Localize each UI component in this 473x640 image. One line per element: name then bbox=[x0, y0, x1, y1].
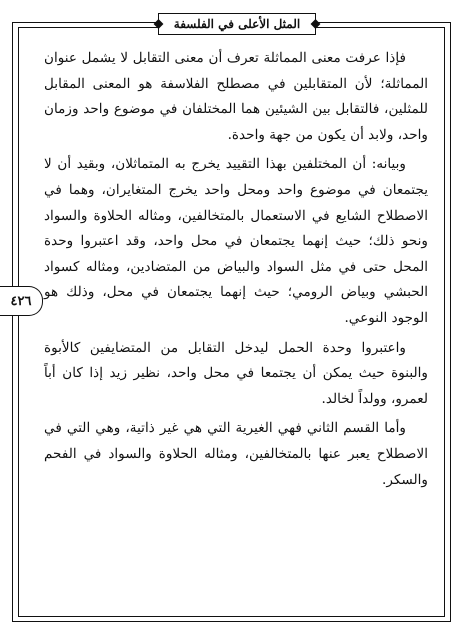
running-header bbox=[158, 13, 316, 35]
paragraph-2: وبيانه: أن المختلفين بهذا التقييد يخرج به المتماثلان، وبقيد أن لا يجتمعان في موضوع واحد ومحل واحد يخرج المتغايران، وهما في الاصطلاح الشايع في الاستعمال بالمتخالفين، ومثاله الحلاوة والسواد ونحو ذلك؛ حيث إنهما يجتمعان في محل واحد، وقد اعتبروا وحدة المحل حتى في مثل السواد والبياض من المتضادين، ومثاله كسواد الحبشي وبياض الرومي؛ حيث إنهما يجتمعان في محل، وذلك هو الوجود النوعي. bbox=[44, 156, 428, 326]
paragraph-1: فإذا عرفت معنى المماثلة تعرف أن معنى التقابل لا يشمل عنوان المماثلة؛ لأن المتقابلين في مصطلح الفلاسفة هو المعنى المقابل للمثلين، فالتقابل بين الشيئين هما المختلفان في موضوع واحد وزمان واحد، ولابد أن يكون من جهة واحدة. bbox=[44, 50, 428, 143]
body-text bbox=[44, 46, 428, 497]
paragraph-3: واعتبروا وحدة الحمل ليدخل التقابل من المتضايفين كالأبوة والبنوة حيث يمكن أن يجتمعا في محل واحد، نظير زيد إذا كان أباً لعمرو، وولداً لخالد. bbox=[44, 339, 428, 407]
page-number-tab bbox=[0, 286, 43, 316]
header-title: المثل الأعلى في الفلسفة bbox=[173, 17, 301, 31]
paragraph-4: وأما القسم الثاني فهي الغيرية التي هي غير ذاتية، وهي التي في الاصطلاح يعبر عنها بالمتخالفين، ومثاله الحلاوة والسواد في الفحم والسكر. bbox=[44, 420, 428, 488]
page-number: ٤٢٦ bbox=[10, 293, 32, 309]
